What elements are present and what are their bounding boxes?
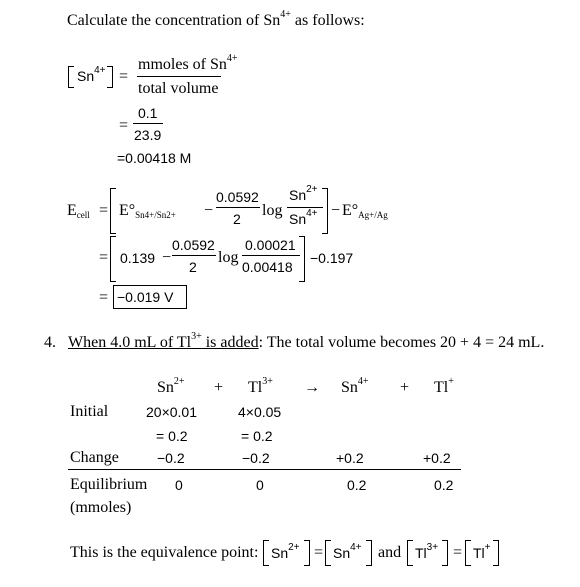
row-eq-label: Equilibrium: [70, 476, 148, 493]
nernst2-coef: 0.0592: [172, 237, 215, 253]
nernst2-eq-sign: =: [99, 249, 109, 266]
row-eq-0: 0: [175, 477, 183, 493]
intro-sup: 4+: [280, 9, 291, 20]
row-eq-label-2: (mmoles): [70, 499, 132, 516]
equiv-sn2: $Sn^{2+}$: [271, 542, 300, 561]
nernst-coef: 0.0592: [216, 189, 259, 205]
equiv-eq2: =: [453, 544, 463, 561]
equiv-tl3: $Tl^{3+}$: [415, 542, 439, 561]
step4-underlined: When 4.0 mL of $Tl^{3+}$ is added: [68, 331, 259, 351]
equiv-tl1: Tl+: [473, 542, 491, 561]
row-eq-2: 0.2: [347, 477, 367, 493]
nernst-bracket-right: [322, 188, 328, 234]
row-initial-a1: 20×0.01: [146, 404, 197, 420]
nernst2-bracket-right: [299, 236, 305, 282]
equiv-b1-r: [304, 540, 310, 566]
equiv-b1-l: [263, 540, 269, 566]
equiv-text: This is the equivalence point:: [70, 544, 259, 561]
nernst2-den: 0.00418: [242, 259, 293, 275]
step4-number: 4.: [44, 334, 56, 351]
result-eq-sign: =: [99, 289, 109, 306]
row-initial-b1: 4×0.05: [238, 404, 282, 420]
row-eq-1: 0: [256, 477, 264, 493]
conc-den-2: 23.9: [134, 127, 162, 143]
result-value: −0.019 V: [117, 289, 174, 305]
nernst2-coef-bar: [172, 255, 216, 256]
nernst2-num: 0.00021: [245, 237, 296, 253]
row-change-0: −0.2: [157, 450, 185, 466]
step4-rest: : The total volume becomes 20 + 4 = 24 mL.: [258, 334, 545, 351]
nernst2-frac-bar: [242, 255, 300, 256]
equiv-eq: =: [314, 544, 324, 561]
conc-fraction-bar: [137, 76, 221, 77]
equiv-b4-l: [465, 540, 471, 566]
equiv-b3-l: [407, 540, 413, 566]
nernst2-minus: −: [162, 249, 172, 266]
change-underline: [68, 469, 461, 470]
lhs-bracket-left: [68, 66, 74, 88]
nernst-coef-den: 2: [233, 211, 241, 227]
nernst-coef-bar: [216, 207, 260, 208]
nernst-frac-num: $Sn^{2+}$: [289, 184, 318, 203]
row-change-3: +0.2: [423, 450, 451, 466]
conc-denominator: total volume: [138, 80, 219, 97]
species-tl1: Tl+: [434, 376, 454, 396]
row-initial-a2: = 0.2: [156, 428, 188, 444]
species-tl3: $Tl^{3+}$: [248, 376, 273, 396]
species-sn4: $Sn^{4+}$: [341, 376, 369, 396]
conc-num-2: 0.1: [138, 105, 158, 121]
intro-tail: as follows:: [290, 12, 365, 29]
nernst2-log: log: [218, 249, 239, 266]
row-eq-3: 0.2: [434, 477, 454, 493]
e0-ag: E°Ag+/Ag: [342, 202, 388, 220]
equiv-and: and: [378, 544, 402, 561]
row-initial-b2: = 0.2: [241, 428, 273, 444]
step4-line: [44, 331, 545, 351]
nernst2-val1: 0.139: [120, 250, 156, 266]
intro-line: [67, 9, 365, 29]
nernst-bracket-left: [110, 188, 116, 234]
conc-result: =0.00418 M: [117, 150, 192, 166]
equiv-b2-r: [366, 540, 372, 566]
species-sn2: $Sn^{2+}$: [157, 376, 185, 396]
nernst2-bracket-left: [110, 236, 116, 282]
lhs-species: $Sn^{4+}$: [77, 65, 106, 84]
nernst-frac-den: $Sn^{4+}$: [289, 208, 318, 227]
nernst-minus: −: [204, 202, 214, 219]
equiv-b2-l: [325, 540, 331, 566]
row-change-1: −0.2: [242, 450, 270, 466]
nernst2-tail: −0.197: [310, 250, 354, 266]
conc-eq-sign-2: =: [119, 117, 129, 134]
e0-sn: E°Sn4+/Sn2+: [119, 202, 176, 220]
row-initial-label: Initial: [70, 403, 109, 420]
nernst2-coef-den: 2: [189, 259, 197, 275]
row-change-label: Change: [70, 449, 119, 466]
nernst-eq-sign: =: [99, 202, 109, 219]
nernst-log: log: [262, 202, 283, 219]
conc-eq-sign: =: [119, 68, 129, 85]
conc-fraction-bar-2: [133, 123, 163, 124]
lhs-bracket-right: [107, 66, 113, 88]
species-plus-2: +: [400, 379, 410, 396]
conc-numerator: mmoles of $Sn^{4+}$: [138, 53, 238, 73]
nernst-minus-2: −: [331, 202, 341, 219]
equiv-b3-r: [442, 540, 448, 566]
ecell: Ecell: [67, 202, 90, 220]
row-change-2: +0.2: [336, 450, 364, 466]
equiv-sn4: $Sn^{4+}$: [333, 542, 362, 561]
species-arrow: →: [304, 379, 320, 396]
intro-text: Calculate the concentration of Sn: [67, 12, 281, 29]
species-plus-1: +: [214, 379, 224, 396]
equiv-b4-r: [493, 540, 499, 566]
